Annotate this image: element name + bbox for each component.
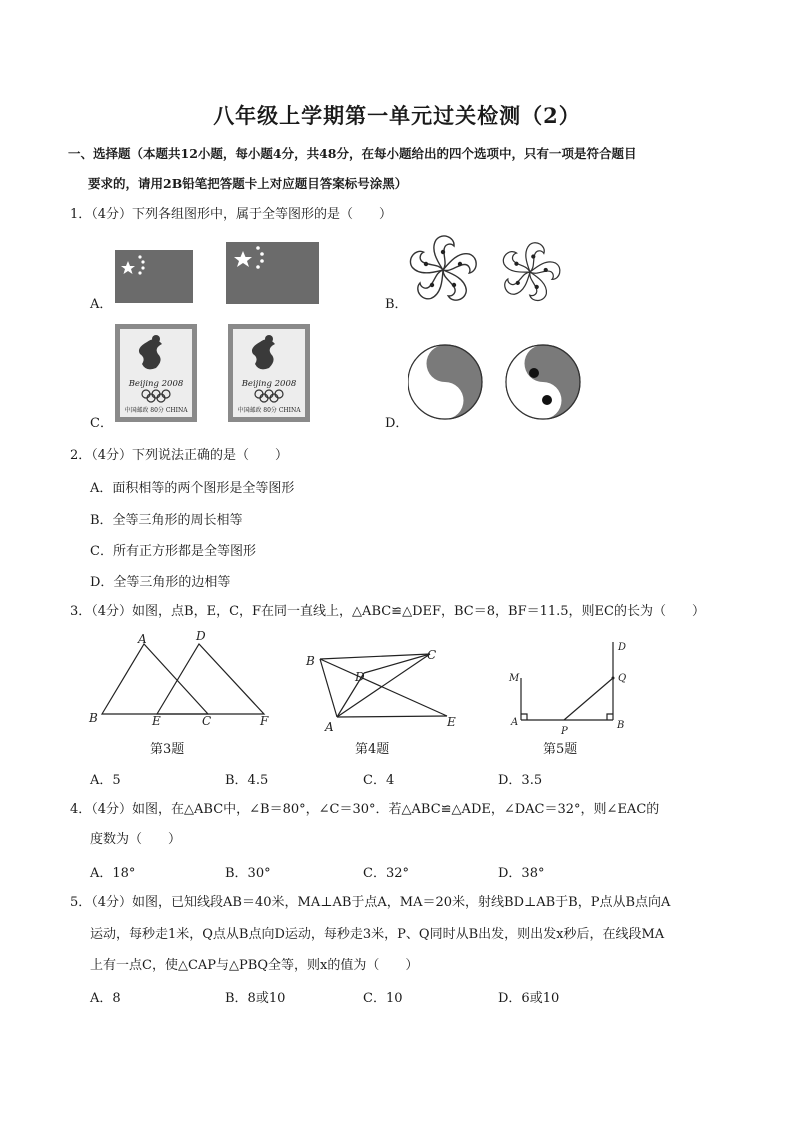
bauhinia-flower-icon	[494, 236, 567, 308]
q1-option-a: A．	[90, 297, 113, 312]
q4-stem-line1: 4．（4分）如图，在△ABC中，∠B＝80°，∠C＝30°．若△ABC≌△ADE，∠DAC＝32°，则∠EAC的	[70, 802, 660, 817]
fig5-label-a: A	[511, 717, 519, 728]
q5-stem-line2: 运动，每秒走1米，Q点从B点向D运动，每秒走3米，P、Q同时从B出发，则出发x秒后，在线段MA	[90, 927, 665, 942]
q2-option-d: D．全等三角形的边相等	[90, 575, 231, 590]
q3-option-d: D．3.5	[498, 773, 543, 788]
q1-stamps-figure	[112, 322, 312, 424]
fig4-label-b: B	[306, 654, 315, 668]
q5-option-c: C．10	[363, 991, 403, 1006]
page-title: 八年级上学期第一单元过关检测（2）	[213, 103, 581, 128]
fig3-label-b: B	[89, 711, 98, 725]
q1-flowers-figure	[405, 232, 570, 312]
fig4-caption: 第4题	[355, 742, 390, 757]
q5-option-b: B．8或10	[225, 991, 286, 1006]
q5-option-d: D．6或10	[498, 991, 560, 1006]
q1-option-b: B．	[385, 297, 408, 312]
q4-option-b: B．30°	[225, 866, 271, 881]
fig4-diagram	[300, 645, 465, 735]
q2-option-b: B．全等三角形的周长相等	[90, 513, 243, 528]
q5-option-a: A．8	[90, 991, 121, 1006]
fig4-label-c: C	[427, 648, 437, 662]
fig5-label-m: M	[509, 673, 520, 684]
olympic-stamp-icon	[115, 324, 197, 422]
fig3-label-f: F	[260, 714, 269, 728]
fig4-label-e: E	[447, 715, 456, 729]
stamp-denom-text: 中国邮政 80分 CHINA	[124, 407, 188, 414]
q1-flags-figure	[112, 240, 322, 308]
q3-option-b: B．4.5	[225, 773, 269, 788]
q4-option-a: A．18°	[90, 866, 136, 881]
fig5-label-p: P	[561, 726, 568, 737]
q3-option-a: A．5	[90, 773, 121, 788]
q2-option-c: C．所有正方形都是全等图形	[90, 544, 256, 559]
q4-option-d: D．38°	[498, 866, 545, 881]
q4-option-c: C．32°	[363, 866, 409, 881]
fig3-caption: 第3题	[150, 742, 185, 757]
fig5-label-d: D	[618, 642, 627, 653]
fig4-label-a: A	[325, 720, 334, 734]
stamp-denom-text: 中国邮政 80分 CHINA	[237, 407, 301, 414]
yin-yang-icon	[408, 345, 482, 419]
fig5-label-b: B	[617, 720, 625, 731]
q1-yinyang-figure	[408, 340, 588, 424]
fig3-label-e: E	[152, 714, 161, 728]
q2-stem: 2．（4分）下列说法正确的是（ ）	[70, 448, 289, 463]
q1-option-d: D．	[385, 416, 409, 431]
small-flag-icon	[115, 250, 193, 303]
large-flag-icon	[226, 242, 319, 304]
q5-stem-line3: 上有一点C，使△CAP与△PBQ全等，则x的值为（ ）	[90, 958, 419, 973]
fig5-diagram	[500, 638, 640, 738]
fig4-label-d: D	[355, 670, 365, 684]
q5-stem-line1: 5．（4分）如图，已知线段AB＝40米，MA⊥AB于点A，MA＝20米，射线BD⊥AB于B，P点从B点向A	[70, 895, 671, 910]
q1-option-c: C．	[90, 416, 113, 431]
stamp-city-text: Beijing 2008	[241, 379, 297, 389]
q3-stem: 3．（4分）如图，点B，E，C，F在同一直线上，△ABC≌△DEF，BC＝8，BF＝11.5，则EC的长为（ ）	[70, 604, 705, 619]
q2-option-a: A．面积相等的两个图形是全等图形	[90, 481, 295, 496]
fig5-caption: 第5题	[543, 742, 578, 757]
yin-yang-dotted-icon	[506, 345, 580, 419]
section-heading-line1: 一、选择题（本题共12小题，每小题4分，共48分，在每小题给出的四个选项中，只有一项是符合题目	[68, 146, 637, 161]
q1-stem: 1．（4分）下列各组图形中，属于全等图形的是（ ）	[70, 207, 393, 222]
fig3-label-d: D	[196, 629, 206, 643]
fig5-label-q: Q	[618, 673, 627, 684]
stamp-city-text: Beijing 2008	[128, 379, 184, 389]
q4-stem-line2: 度数为（ ）	[90, 832, 182, 847]
section-heading-line2: 要求的，请用2B铅笔把答题卡上对应题目答案标号涂黑）	[88, 176, 408, 191]
fig3-label-a: A	[138, 632, 147, 646]
fig3-label-c: C	[202, 714, 212, 728]
olympic-stamp-icon	[228, 324, 310, 422]
fig3-diagram	[85, 628, 280, 733]
q3-option-c: C．4	[363, 773, 395, 788]
bauhinia-flower-icon	[408, 236, 479, 304]
